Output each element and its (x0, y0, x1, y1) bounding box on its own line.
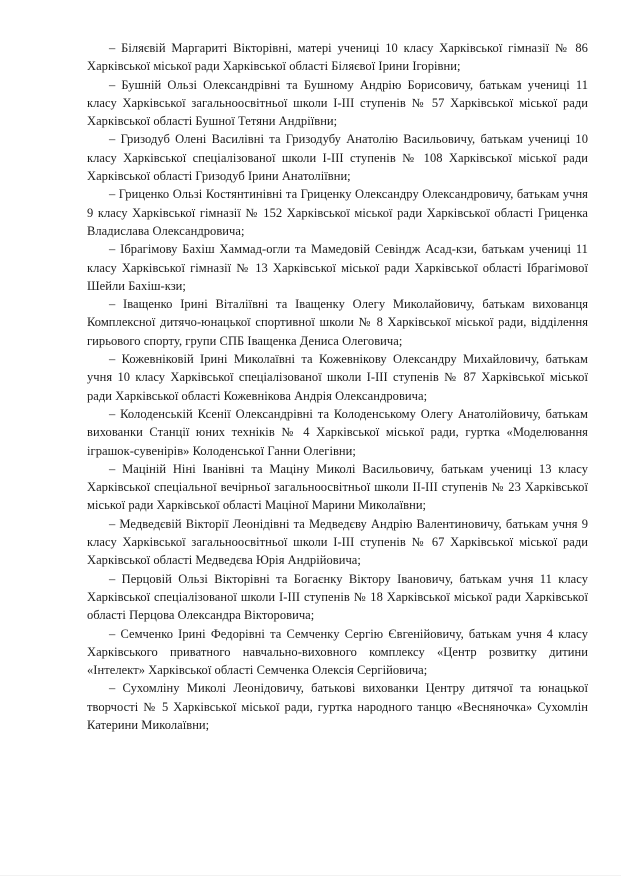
list-item-hrytsenko: – Гриценко Ользі Костянтинівні та Гриценку Олександру Олександровичу, батькам учня 9 класу Харківської гімназії № 152 Харківської міської ради Харківської області Гриценка Владислава Олександровича; (87, 187, 588, 238)
list-item-pertsova: – Перцовій Ользі Вікторівні та Богаєнку Віктору Івановичу, батькам учня 11 класу Харківської спеціалізованої школи І-ІІІ ступенів № 18 Харківської міської ради Харківської області Перцова Олександра Вікторовича; (87, 571, 588, 623)
list-item-bilyaeva: – Біляєвій Маргариті Вікторівні, матері учениці 10 класу Харківської гімназії № 86 Харківської міської ради Харківської області Біляєвої Ірини Ігорівни; (87, 41, 588, 74)
list-item-bushna: – Бушній Ользі Олександрівні та Бушному Андрію Борисовичу, батькам учениці 11 класу Харківської загальноосвітньої школи І-ІІІ ступенів № 57 Харківської міської ради Харківської області Бушної Тетяни Андріївни; (87, 77, 588, 129)
list-item-kozhevnikova: – Кожевніковій Ірині Миколаївні та Кожевнікову Олександру Михайловичу, батькам учня 10 класу Харківської спеціалізованої школи І-ІІІ ступенів № 87 Харківської міської ради Харківської області Кожевнікова Андрія Олександровича; (87, 352, 588, 403)
list-item-kolodenska: – Колоденській Ксенії Олександрівні та Колоденському Олегу Анатолійовичу, батькам вихованки Станції юних техніків № 4 Харківської міської ради, гуртка «Моделювання іграшок-сувенірів» Колоденської Ганни Олегівни; (87, 406, 588, 458)
list-item-sukhomlin: – Сухомліну Миколі Леонідовичу, батькові вихованки Центру дитячої та юнацької творчості № 5 Харківської міської ради, гуртка народного танцю «Весняночка» Сухомлін Катерини Миколаївни; (87, 681, 588, 732)
list-item-medvedieva: – Медведєвій Вікторії Леонідівні та Медведєву Андрію Валентиновичу, батькам учня 9 класу Харківської загальноосвітньої школи І-ІІІ ступенів № 67 Харківської міської ради Харківської області Медведєва Юрія Андрійовича; (87, 516, 588, 568)
list-item-ivashchenko: – Іващенко Ірині Віталіївні та Іващенку Олегу Миколайовичу, батькам вихованця Комплексної дитячо-юнацької спортивної школи № 8 Харківської міської ради, відділення гирьового спорту, групи СПБ Іващенка Дениса Олеговича; (87, 297, 588, 348)
list-item-matsina: – Маціній Ніні Іванівні та Маціну Миколі Васильовичу, батькам учениці 13 класу Харківської спеціальної вечірньої загальноосвітньої школи ІІ-ІІІ ступенів № 23 Харківської міської ради Харківської області Маціної Марини Миколаївни; (87, 461, 588, 513)
list-item-hryzodub: – Гризодуб Олені Василівні та Гризодубу Анатолію Васильовичу, батькам учениці 10 класу Харківської спеціалізованої школи І-ІІІ ступенів № 108 Харківської міської ради Харківської області Гризодуб Ірини Анатоліївни; (87, 132, 588, 184)
list-item-ibrahimov: – Ібрагімову Бахіш Хаммад-огли та Мамедовій Севіндж Асад-кзи, батькам учениці 11 класу Харківської гімназії № 13 Харківської міської ради Харківської області Ібрагімової Шейли Бахіш-кзи; (87, 242, 588, 293)
list-item-semchenko: – Семченко Ірині Федорівні та Семченку Сергію Євгенійовичу, батькам учня 4 класу Харківського приватного навчально-виховного комплексу «Центр розвитку дитини «Інтелект» Харківської області Семченка Олексія Сергійовича; (87, 626, 588, 678)
